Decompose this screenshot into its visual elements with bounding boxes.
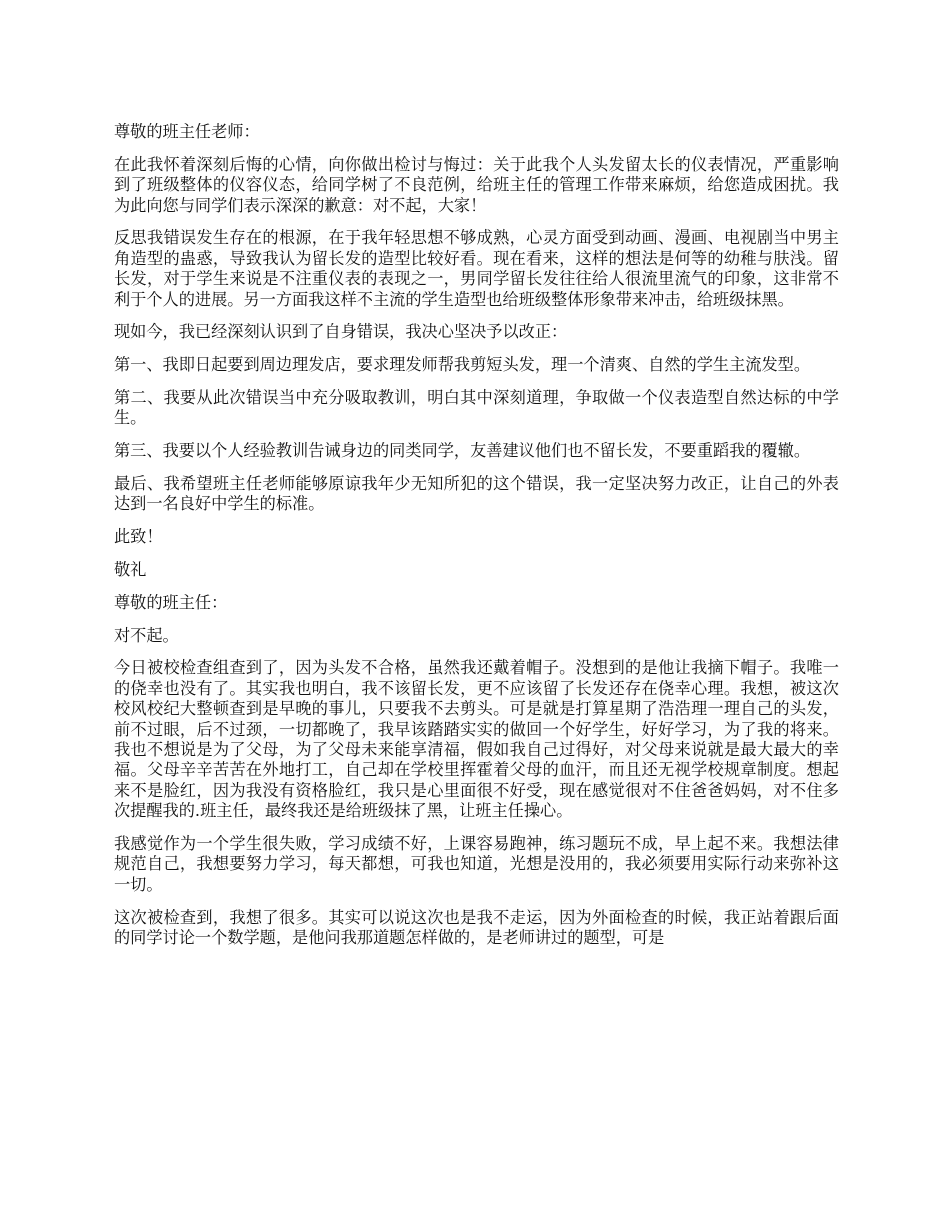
paragraph: 最后、我希望班主任老师能够原谅我年少无知所犯的这个错误，我一定坚决努力改正，让自己的外表达到一名良好中学生的标准。 — [114, 474, 839, 514]
paragraph: 第一、我即日起要到周边理发店，要求理发师帮我剪短头发，理一个清爽、自然的学生主流发型。 — [114, 355, 811, 375]
closing-line: 敬礼 — [114, 560, 147, 580]
salutation: 尊敬的班主任老师： — [114, 122, 260, 141]
paragraph: 第二、我要从此次错误当中充分吸取教训，明白其中深刻道理，争取做一个仪表造型自然达标的中学生。 — [114, 388, 839, 428]
closing-line: 此致！ — [114, 527, 163, 547]
paragraph: 今日被校检查组查到了，因为头发不合格，虽然我还戴着帽子。没想到的是他让我摘下帽子。我唯一的侥幸也没有了。其实我也明白，我不该留长发，更不应该留了长发还存在侥幸心理。我想，被这次校风校纪大整顿查到是早晚的事儿，只要我不去剪头。可是就是打算星期了浩浩理一理自己的头发，前不过眼，后不过颈，一切都晚了，我早该踏踏实实的做回一个好学生，好好学习，为了我的将来。我也不想说是为了父母，为了父母未来能享清福，假如我自己过得好，对父母来说就是最大最大的幸福。父母辛辛苦苦在外地打工，自己却在学校里挥霍着父母的血汗，而且还无视学校规章制度。想起来不是脸红，因为我没有资格脸红，我只是心里面很不好受，现在感觉很对不住爸爸妈妈，对不住多次提醒我的.班主任，最终我还是给班级抹了黑，让班主任操心。 — [114, 658, 839, 821]
document-body — [114, 122, 839, 961]
paragraph: 我感觉作为一个学生很失败，学习成绩不好，上课容易跑神，练习题玩不成，早上起不来。我想法律规范自己，我想要努力学习，每天都想，可我也知道，光想是没用的，我必须要用实际行动来弥补这一切。 — [114, 834, 839, 894]
paragraph: 反思我错误发生存在的根源，在于我年轻思想不够成熟，心灵方面受到动画、漫画、电视剧当中男主角造型的蛊惑，导致我认为留长发的造型比较好看。现在看来，这样的想法是何等的幼稚与肤浅。留长发，对于学生来说是不注重仪表的表现之一，男同学留长发往往给人很流里流气的印象，这非常不利于个人的进展。另一方面我这样不主流的学生造型也给班级整体形象带来冲击，给班级抹黑。 — [114, 228, 839, 309]
paragraph: 这次被检查到，我想了很多。其实可以说这次也是我不走运，因为外面检查的时候，我正站着跟后面的同学讨论一个数学题，是他问我那道题怎样做的，是老师讲过的题型，可是 — [114, 907, 839, 948]
paragraph: 对不起。 — [114, 625, 179, 645]
paragraph: 现如今，我已经深刻认识到了自身错误，我决心坚决予以改正： — [114, 322, 568, 342]
paragraph: 在此我怀着深刻后悔的心情，向你做出检讨与悔过：关于此我个人头发留太长的仪表情况，严重影响到了班级整体的仪容仪态，给同学树了不良范例，给班主任的管理工作带来麻烦，给您造成困扰。我为此向您与同学们表示深深的歉意：对不起，大家！ — [114, 154, 839, 215]
paragraph: 第三、我要以个人经验教训告诫身边的同类同学，友善建议他们也不留长发，不要重蹈我的覆辙。 — [114, 441, 811, 461]
salutation: 尊敬的班主任： — [114, 592, 228, 612]
